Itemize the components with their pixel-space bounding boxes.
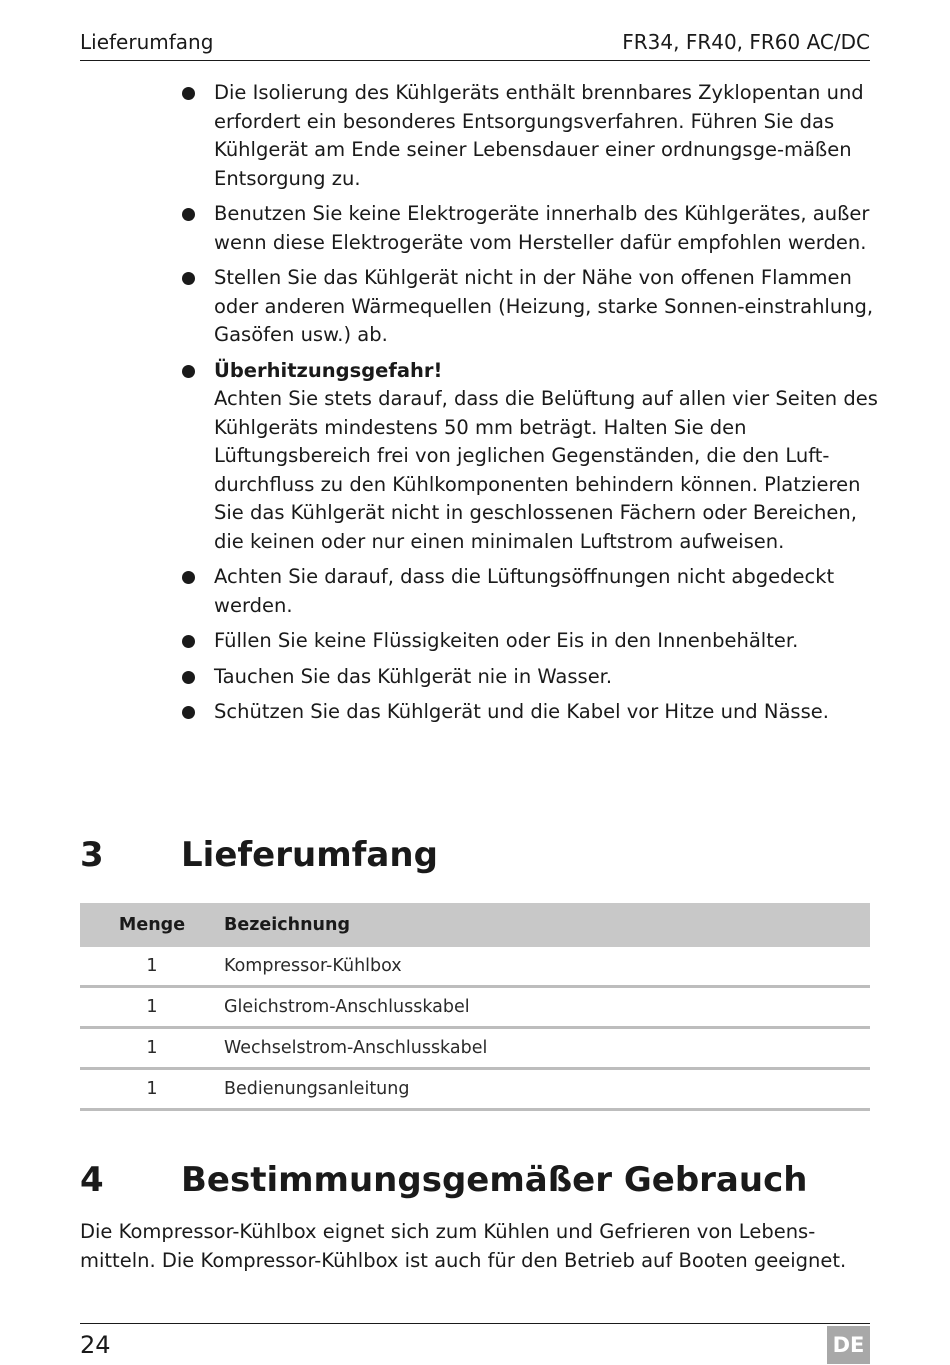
list-item xyxy=(180,698,880,727)
bullet-dot-icon xyxy=(182,635,195,648)
bullet-text: Die Isolierung des Kühlgeräts enthält brennbares Zyklopentan und erfordert ein besonderes Entsorgungsverfahren. Führen Sie das Kühlgerät am Ende seiner Lebensdauer einer ordnungsge-mäßen Entsorgung zu. xyxy=(214,81,864,190)
bullet-warning-title: Überhitzungsgefahr! xyxy=(214,358,443,382)
list-item xyxy=(180,663,880,692)
table-row xyxy=(80,1069,870,1110)
scope-of-delivery-table xyxy=(80,903,870,1111)
section-heading-3 xyxy=(80,835,870,875)
table-row xyxy=(80,987,870,1028)
table-header-row xyxy=(80,903,870,947)
cell-qty: 1 xyxy=(80,1028,224,1069)
section-title: Lieferumfang xyxy=(181,835,438,875)
section-number: 3 xyxy=(80,835,104,875)
footer-divider xyxy=(80,1323,870,1324)
header-models: FR34, FR40, FR60 AC/DC xyxy=(622,30,870,54)
bullet-text: Tauchen Sie das Kühlgerät nie in Wasser. xyxy=(214,664,613,688)
list-item xyxy=(180,200,880,257)
header-section-title: Lieferumfang xyxy=(80,30,214,54)
section-title: Bestimmungsgemäßer Gebrauch xyxy=(181,1160,808,1200)
bullet-text: Benutzen Sie keine Elektrogeräte innerhalb des Kühlgerätes, außer wenn diese Elektrogeräte vom Hersteller dafür empfohlen werden. xyxy=(214,202,870,254)
list-item xyxy=(180,264,880,350)
bullet-dot-icon xyxy=(182,571,195,584)
list-item xyxy=(180,627,880,656)
cell-desc: Kompressor-Kühlbox xyxy=(224,947,870,987)
column-header-desc: Bezeichnung xyxy=(224,903,870,947)
bullet-text: Achten Sie stets darauf, dass die Belüftung auf allen vier Seiten des Kühlgeräts mindestens 50 mm beträgt. Halten Sie den Lüftungsbereich frei von jeglichen Gegenständen, die den Luft-durchfluss zu den Kühlkomponenten behindern können. Platzieren Sie das Kühlgerät nicht in geschlossenen Fächern oder Bereichen, die keinen oder nur einen minimalen Luftstrom aufweisen. xyxy=(214,387,878,553)
bullet-text: Füllen Sie keine Flüssigkeiten oder Eis in den Innenbehälter. xyxy=(214,629,799,652)
cell-qty: 1 xyxy=(80,987,224,1028)
cell-qty: 1 xyxy=(80,1069,224,1110)
list-item xyxy=(180,79,880,193)
bullet-dot-icon xyxy=(182,706,195,719)
safety-bullet-list xyxy=(180,79,880,734)
bullet-dot-icon xyxy=(182,87,195,100)
cell-qty: 1 xyxy=(80,947,224,987)
bullet-dot-icon xyxy=(182,272,195,285)
list-item xyxy=(180,563,880,620)
page-header xyxy=(80,28,870,61)
table-row xyxy=(80,947,870,987)
cell-desc: Bedienungsanleitung xyxy=(224,1069,870,1110)
intended-use-paragraph: Die Kompressor-Kühlbox eignet sich zum Kühlen und Gefrieren von Lebens-mitteln. Die Kompressor-Kühlbox ist auch für den Betrieb auf Booten geeignet. xyxy=(80,1220,847,1272)
bullet-text: Achten Sie darauf, dass die Lüftungsöffnungen nicht abgedeckt werden. xyxy=(214,565,835,617)
cell-desc: Gleichstrom-Anschlusskabel xyxy=(224,987,870,1028)
cell-desc: Wechselstrom-Anschlusskabel xyxy=(224,1028,870,1069)
section-heading-4 xyxy=(80,1160,870,1200)
column-header-qty: Menge xyxy=(80,903,224,947)
bullet-dot-icon xyxy=(182,671,195,684)
bullet-text: Schützen Sie das Kühlgerät und die Kabel vor Hitze und Nässe. xyxy=(214,700,829,723)
bullet-dot-icon xyxy=(182,365,195,378)
table-row xyxy=(80,1028,870,1069)
list-item xyxy=(180,357,880,557)
bullet-text: Stellen Sie das Kühlgerät nicht in der Nähe von offenen Flammen oder anderen Wärmequellen (Heizung, starke Sonnen-einstrahlung, Gasöfen usw.) ab. xyxy=(214,266,874,346)
section-number: 4 xyxy=(80,1160,104,1200)
language-badge: DE xyxy=(827,1326,870,1364)
bullet-dot-icon xyxy=(182,208,195,221)
page-number: 24 xyxy=(80,1331,111,1359)
